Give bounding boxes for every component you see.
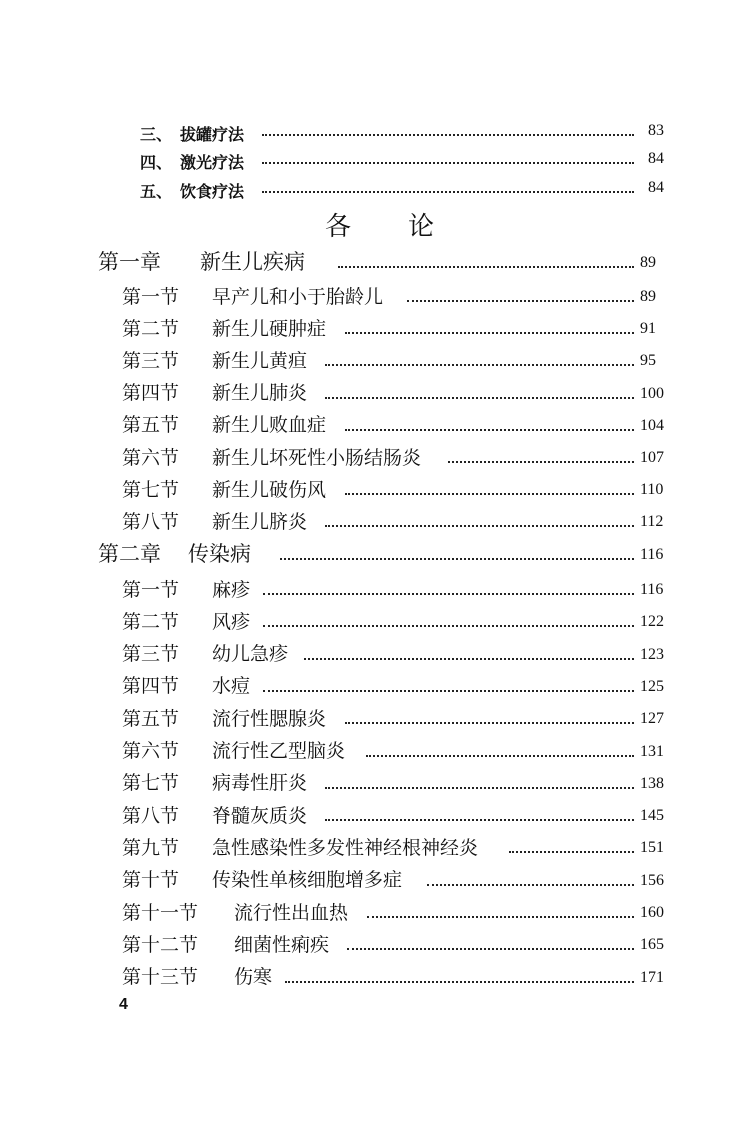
page-number: 151: [640, 839, 664, 857]
page-number: 84: [648, 150, 664, 167]
section-label: 第六节: [122, 446, 180, 469]
dot-leader: [345, 722, 634, 724]
section-entry: [0, 280, 754, 310]
section-title: 脊髓灰质炎: [212, 804, 308, 827]
dot-leader: [367, 916, 634, 918]
dot-leader: [325, 525, 635, 527]
section-entry: [0, 961, 754, 991]
page-number: 127: [640, 710, 664, 728]
dot-leader: [262, 134, 634, 136]
section-entry: [0, 638, 754, 668]
page-number: 156: [640, 871, 664, 889]
page-number: 145: [640, 807, 664, 825]
entry-title: 拔罐疗法: [180, 124, 245, 144]
section-label: 第三节: [122, 349, 180, 372]
chapter-title: 新生儿疾病: [200, 250, 305, 274]
page-number: 89: [640, 254, 656, 271]
section-label: 第四节: [122, 382, 180, 405]
section-title: 流行性腮腺炎: [212, 707, 327, 730]
toc-entry: [0, 175, 754, 205]
part-heading: [0, 206, 754, 246]
section-entry: [0, 799, 754, 829]
entry-number: 四、: [140, 152, 173, 172]
dot-leader: [407, 300, 635, 302]
section-entry: [0, 573, 754, 603]
section-label: 第一节: [122, 578, 180, 601]
page-number: 83: [648, 122, 664, 139]
section-label: 第十一节: [122, 901, 199, 924]
entry-title: 激光疗法: [180, 152, 245, 172]
dot-leader: [280, 558, 634, 560]
section-entry: [0, 505, 754, 535]
section-label: 第七节: [122, 478, 180, 501]
section-entry: [0, 473, 754, 503]
section-entry: [0, 928, 754, 958]
dot-leader: [263, 625, 634, 627]
section-title: 流行性乙型脑炎: [212, 740, 346, 762]
section-title: 新生儿坏死性小肠结肠炎: [212, 446, 422, 469]
section-title: 水痘: [212, 675, 251, 698]
page-number: 91: [640, 320, 656, 338]
page-number: 84: [648, 179, 664, 196]
section-title: 风疹: [212, 610, 251, 633]
dot-leader: [345, 332, 634, 334]
section-title: 细菌性痢疾: [234, 933, 330, 956]
page-number: 122: [640, 613, 664, 631]
dot-leader: [509, 851, 634, 853]
heading-char-right: 论: [408, 212, 435, 242]
page-number: 112: [640, 513, 664, 531]
page-number: 160: [640, 904, 664, 921]
chapter-entry: [0, 246, 754, 276]
section-label: 第九节: [122, 836, 180, 859]
page-number: 131: [640, 742, 664, 760]
section-label: 第十二节: [122, 933, 199, 956]
section-label: 第七节: [122, 772, 180, 795]
page-number: 110: [640, 481, 664, 499]
section-title: 麻疹: [212, 578, 251, 601]
section-title: 急性感染性多发性神经根神经炎: [212, 836, 479, 859]
section-label: 第六节: [122, 740, 180, 762]
section-title: 新生儿硬肿症: [212, 317, 327, 340]
dot-leader: [325, 397, 635, 399]
dot-leader: [285, 981, 634, 983]
section-title: 病毒性肝炎: [212, 772, 308, 795]
section-entry: [0, 312, 754, 342]
page-number: 89: [640, 288, 656, 305]
heading-char-left: 各: [325, 212, 352, 242]
section-title: 早产儿和小于胎龄儿: [212, 285, 384, 308]
section-title: 流行性出血热: [234, 901, 349, 924]
page-number: 165: [640, 936, 664, 954]
page-number: 138: [640, 774, 664, 792]
page-number: 116: [640, 581, 664, 598]
section-entry: [0, 735, 754, 765]
chapter-entry: [0, 538, 754, 568]
dot-leader: [325, 787, 635, 789]
chapter-label: 第二章: [98, 542, 161, 566]
section-entry: [0, 377, 754, 407]
dot-leader: [427, 884, 634, 886]
dot-leader: [345, 493, 634, 495]
toc-entry: [0, 118, 754, 148]
section-title: 新生儿脐炎: [212, 510, 308, 533]
section-entry: [0, 670, 754, 700]
page-number: 104: [640, 416, 664, 434]
section-label: 第一节: [122, 285, 180, 308]
page-number: 171: [640, 968, 664, 986]
section-entry: [0, 344, 754, 374]
section-label: 第十节: [122, 869, 180, 892]
page-number: 100: [640, 384, 664, 402]
section-label: 第二节: [122, 317, 180, 340]
section-entry: [0, 767, 754, 797]
section-entry: [0, 605, 754, 635]
section-title: 幼儿急疹: [212, 643, 289, 666]
section-title: 伤寒: [234, 966, 273, 989]
dot-leader: [366, 755, 635, 757]
section-title: 新生儿破伤风: [212, 478, 327, 501]
section-title: 新生儿肺炎: [212, 382, 308, 405]
section-title: 新生儿败血症: [212, 414, 327, 437]
dot-leader: [448, 461, 635, 463]
page-number: 107: [640, 449, 664, 466]
dot-leader: [347, 948, 635, 950]
section-label: 第八节: [122, 804, 180, 827]
page-number: 125: [640, 677, 664, 695]
entry-number: 五、: [140, 181, 173, 201]
section-entry: [0, 896, 754, 926]
section-label: 第五节: [122, 414, 180, 437]
toc-entry: [0, 146, 754, 176]
section-entry: [0, 864, 754, 894]
section-entry: [0, 831, 754, 861]
entry-number: 三、: [140, 124, 173, 144]
dot-leader: [345, 429, 634, 431]
dot-leader: [263, 593, 634, 595]
footer-page-number: 4: [119, 996, 128, 1013]
page-number: 95: [640, 352, 656, 370]
dot-leader: [304, 658, 634, 660]
section-label: 第十三节: [122, 966, 199, 989]
dot-leader: [325, 364, 635, 366]
page-number: 123: [640, 645, 664, 663]
dot-leader: [325, 819, 635, 821]
chapter-title: 传染病: [188, 542, 251, 566]
entry-title: 饮食疗法: [180, 181, 245, 201]
section-label: 第四节: [122, 675, 180, 698]
dot-leader: [262, 162, 634, 164]
section-label: 第二节: [122, 610, 180, 633]
section-label: 第三节: [122, 643, 180, 666]
dot-leader: [262, 191, 634, 193]
section-entry: [0, 409, 754, 439]
section-title: 新生儿黄疸: [212, 349, 308, 372]
chapter-label: 第一章: [98, 250, 161, 274]
section-label: 第五节: [122, 707, 180, 730]
section-label: 第八节: [122, 510, 180, 533]
page-number: 116: [640, 546, 664, 563]
section-entry: [0, 441, 754, 471]
dot-leader: [338, 266, 634, 268]
section-entry: [0, 702, 754, 732]
section-title: 传染性单核细胞增多症: [212, 869, 403, 892]
dot-leader: [263, 690, 634, 692]
